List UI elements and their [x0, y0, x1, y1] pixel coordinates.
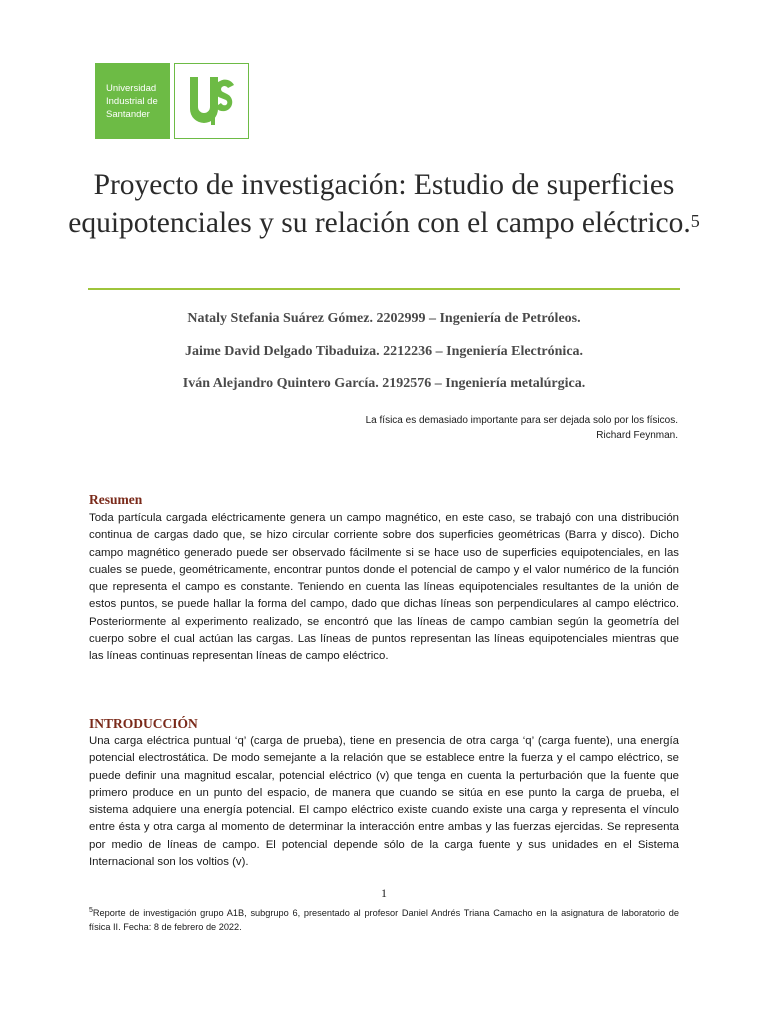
page-number: 1 [381, 886, 387, 900]
uis-emblem-icon [174, 63, 249, 139]
author-line-3: Iván Alejandro Quintero García. 2192576 – Ingeniería metalúrgica. [182, 376, 586, 391]
footnote-text: Reporte de investigación grupo A1B, subgrupo 6, presentado al profesor Daniel Andrés Triana Camacho en la asignatura de laboratorio de física II. Fecha: 8 de febrero de 2022. [89, 908, 679, 933]
title-footnote-ref: 5 [690, 211, 700, 231]
epigraph [366, 413, 678, 443]
resumen-body: Toda partícula cargada eléctricamente genera un campo magnético, en este caso, se trabajó con una distribución continua de cargas dado que, se hizo circular corriente sobre dos superficies geométricas (Barra y disco). Dicho campo magnético generado puede ser observado fácilmente si se hace uso de superficies equipotenciales, en las cuales se puede, geométricamente, encontrar puntos donde el potencial de campo y el valor numérico de la función que representa el campo es constante. Teniendo en cuenta las líneas equipotenciales resultantes de la unión de estos puntos, se puede hallar la forma del campo, dado que dichas líneas son perpendiculares al campo eléctrico. Posteriormente al experimento realizado, se encontró que las líneas de campo cambian según la geometría del cuerpo sobre el cual actúan las cargas. Las líneas de puntos representan las líneas equipotenciales mientras que las líneas continuas representan líneas de campo eléctrico. [89, 512, 679, 663]
logo-line-1: Universidad [106, 83, 157, 94]
footnote-marker: 5 [89, 907, 93, 914]
epigraph-text: La física es demasiado importante para ser dejada solo por los físicos. [365, 415, 678, 426]
footnote [89, 904, 679, 934]
university-logo [95, 63, 249, 139]
document-title-text: Proyecto de investigación: Estudio de superficies equipotenciales y su relación con el campo eléctrico. [68, 169, 691, 239]
introduccion-heading: INTRODUCCIÓN [89, 716, 198, 731]
document-title [60, 166, 708, 242]
uis-emblem-svg [184, 71, 240, 131]
logo-line-2: Industrial de [106, 96, 158, 107]
epigraph-author: Richard Feynman. [596, 430, 678, 441]
logo-text-block [95, 63, 170, 139]
author-line-1: Nataly Stefania Suárez Gómez. 2202999 – Ingeniería de Petróleos. [187, 311, 581, 326]
title-divider [88, 288, 680, 290]
logo-line-3: Santander [106, 109, 150, 120]
author-line-2: Jaime David Delgado Tibaduiza. 2212236 – Ingeniería Electrónica. [184, 344, 584, 359]
resumen-heading: Resumen [89, 492, 143, 507]
introduccion-body: Una carga eléctrica puntual ‘q’ (carga de prueba), tiene en presencia de otra carga ‘q’ (carga fuente), una energía potencial electrostática. De modo semejante a la relación que se establece entre la fuerza y el campo eléctrico, se puede definir una magnitud escalar, potencial eléctrico (v) que tenga en cuenta la perturbación que la fuente que primero produce en un punto del espacio, de manera que cuando se sitúa en ese punto la carga de prueba, el sistema adquiere una energía potencial. El campo eléctrico existe cuando existe una carga y representa el vínculo entre ésta y otra carga al momento de determinar la interacción entre ambas y las fuerzas ejercidas. Se representa por medio de líneas de campo. El potencial depende sólo de la carga fuente y sus unidades en el Sistema Internacional son los voltios (v). [89, 735, 679, 869]
